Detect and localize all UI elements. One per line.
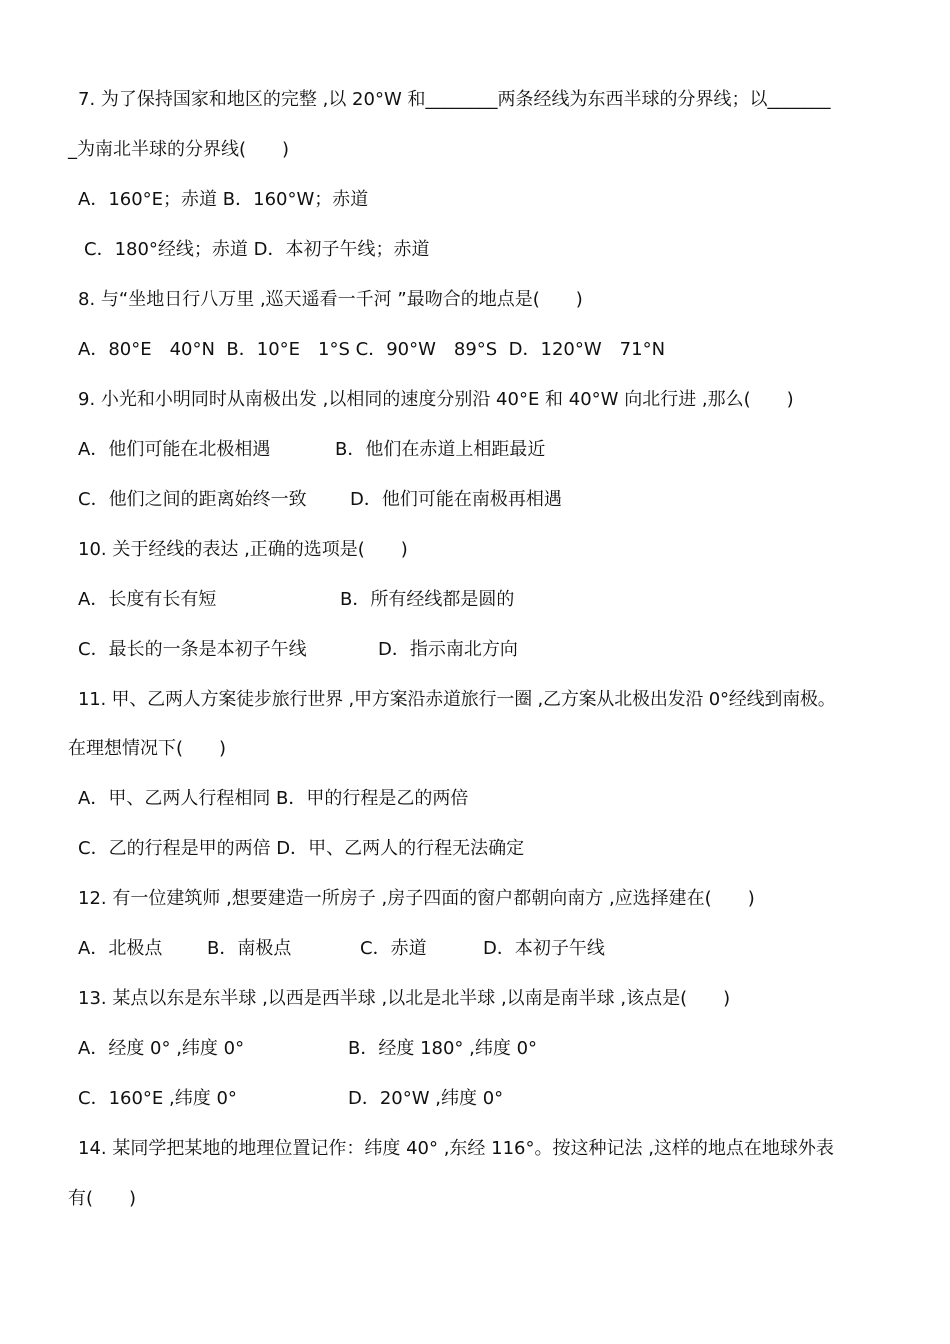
question-10-option-b: B．所有经线都是圆的 (340, 589, 515, 610)
question-7-options-ab: A．160°E；赤道 B．160°W；赤道 (78, 189, 369, 210)
question-11-options-cd: C．乙的行程是甲的两倍 D．甲、乙两人的行程无法确定 (78, 838, 525, 859)
question-7-stem-continued: _为南北半球的分界线( ) (68, 139, 290, 160)
question-13-stem: 13. 某点以东是东半球 ,以西是西半球 ,以北是北半球 ,以南是南半球 ,该点是( ) (78, 988, 731, 1009)
question-9-option-a: A．他们可能在北极相遇 (78, 439, 271, 460)
question-14-stem: 14. 某同学把某地的地理位置记作：纬度 40° ,东经 116°。按这种记法 ,这样的地点在地球外表 (78, 1138, 834, 1159)
question-10-stem: 10. 关于经线的表达 ,正确的选项是( ) (78, 539, 408, 560)
question-11-stem-continued: 在理想情况下( ) (68, 738, 227, 759)
question-7-options-cd: C．180°经线；赤道 D．本初子午线；赤道 (84, 239, 430, 260)
question-9-option-b: B．他们在赤道上相距最近 (335, 439, 546, 460)
question-10-option-a: A．长度有长有短 (78, 589, 217, 610)
question-10-option-c: C．最长的一条是本初子午线 (78, 639, 307, 660)
question-7-stem: 7. 为了保持国家和地区的完整 ,以 20°W 和________两条经线为东西半球的分界线；以_______ (78, 89, 831, 110)
question-8-stem: 8. 与“坐地日行八万里 ,巡天遥看一千河 ”最吻合的地点是( ) (78, 289, 583, 310)
question-11-stem: 11. 甲、乙两人方案徒步旅行世界 ,甲方案沿赤道旅行一圈 ,乙方案从北极出发沿 0°经线到南极。 (78, 689, 836, 710)
question-12-option-a: A．北极点 (78, 938, 163, 959)
question-9-stem: 9. 小光和小明同时从南极出发 ,以相同的速度分别沿 40°E 和 40°W 向北行进 ,那么( ) (78, 389, 794, 410)
question-13-option-a: A．经度 0° ,纬度 0° (78, 1038, 245, 1059)
question-10-option-d: D．指示南北方向 (378, 639, 518, 660)
question-9-option-c: C．他们之间的距离始终一致 (78, 489, 307, 510)
question-8-options: A．80°E 40°N B．10°E 1°S C．90°W 89°S D．120°W 71°N (78, 339, 666, 360)
question-13-option-b: B．经度 180° ,纬度 0° (348, 1038, 538, 1059)
question-12-option-c: C．赤道 (360, 938, 427, 959)
question-12-stem: 12. 有一位建筑师 ,想要建造一所房子 ,房子四面的窗户都朝向南方 ,应选择建在( ) (78, 888, 755, 909)
question-13-option-c: C．160°E ,纬度 0° (78, 1088, 237, 1109)
question-12-option-b: B．南极点 (207, 938, 292, 959)
question-11-options-ab: A．甲、乙两人行程相同 B．甲的行程是乙的两倍 (78, 788, 469, 809)
question-9-option-d: D．他们可能在南极再相遇 (350, 489, 562, 510)
question-13-option-d: D．20°W ,纬度 0° (348, 1088, 504, 1109)
question-12-option-d: D．本初子午线 (483, 938, 605, 959)
question-14-stem-continued: 有( ) (68, 1188, 137, 1209)
